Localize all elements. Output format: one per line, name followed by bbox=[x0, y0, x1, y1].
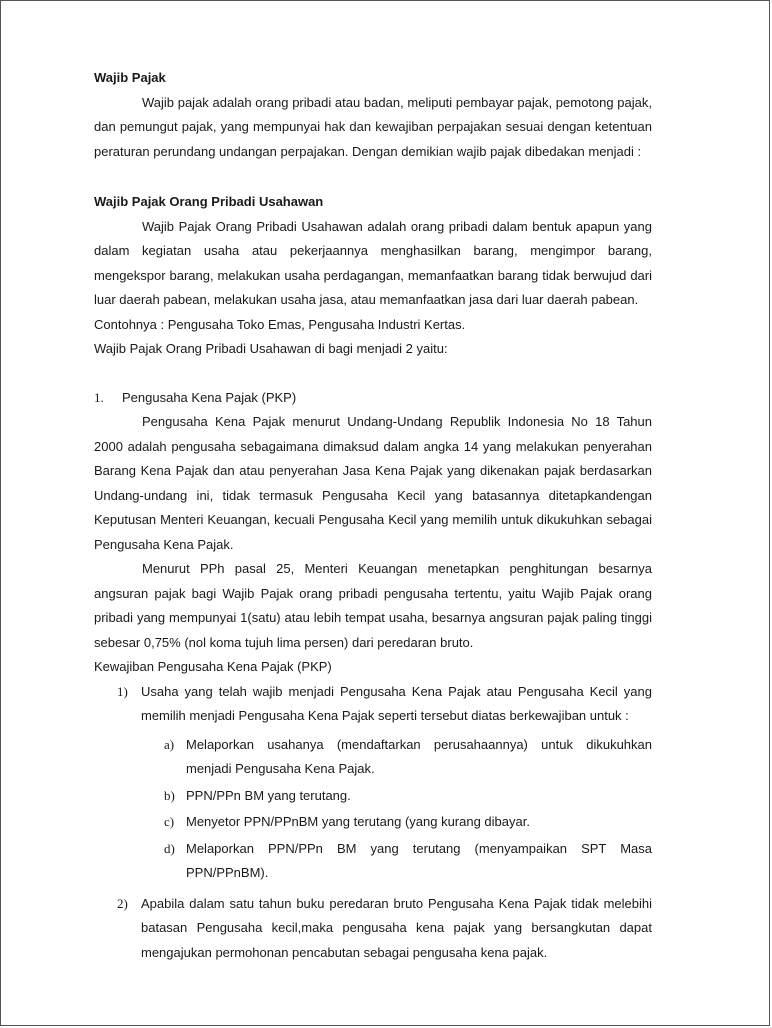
document-body bbox=[94, 66, 652, 969]
paragraph-pph-pasal-25: Menurut PPh pasal 25, Menteri Keuangan menetapkan penghitungan besarnya angsuran pajak bagi Wajib Pajak orang pribadi pengusaha tertentu, yaitu Wajib Pajak orang pribadi yang mempunyai 1(satu) atau lebih tempat usaha, besarnya angsuran pajak paling tinggi sebesar 0,75% (nol koma tujuh lima persen) dari peredaran bruto. bbox=[94, 561, 652, 650]
list-marker: d) bbox=[164, 840, 175, 856]
list-marker: 1. bbox=[94, 389, 104, 405]
list-item-text: Apabila dalam satu tahun buku peredaran bruto Pengusaha Kena Pajak tidak melebihi batasan Pengusaha kecil,maka pengusaha kena pajak yang bersangkutan dapat mengajukan permohonan pencabutan sebagai pengusaha kena pajak. bbox=[141, 895, 652, 960]
sublist-item-text: Melaporkan usahanya (mendaftarkan perusahaannya) untuk dikukuhkan menjadi Pengusaha Kena Pajak. bbox=[186, 736, 652, 776]
section-heading-orang-pribadi-usahawan: Wajib Pajak Orang Pribadi Usahawan bbox=[94, 194, 324, 209]
paragraph-contoh: Contohnya : Pengusaha Toko Emas, Pengusaha Industri Kertas. bbox=[94, 316, 466, 332]
kewajiban-list bbox=[94, 680, 652, 966]
sublist-item-text: Melaporkan PPN/PPn BM yang terutang (menyampaikan SPT Masa PPN/PPnBM). bbox=[186, 840, 652, 880]
list-marker: c) bbox=[164, 814, 175, 829]
kewajiban-sublist bbox=[94, 733, 652, 886]
list-item-pkp-title bbox=[94, 386, 652, 411]
paragraph-wajib-pajak-definition: Wajib pajak adalah orang pribadi atau badan, meliputi pembayar pajak, pemotong pajak, dan pemungut pajak, yang mempunyai hak dan kewajiban perpajakan sesuai dengan ketentuan peraturan perundang undangan perpajakan. Dengan demikian wajib pajak dibedakan menjadi : bbox=[94, 94, 652, 159]
list-item bbox=[94, 680, 652, 729]
sublist-item bbox=[94, 733, 652, 782]
sublist-item-text: Menyetor PPN/PPnBM yang terutang (yang kurang dibayar. bbox=[186, 814, 530, 829]
kewajiban-heading: Kewajiban Pengusaha Kena Pajak (PKP) bbox=[94, 659, 332, 674]
list-item bbox=[94, 892, 652, 966]
sublist-item bbox=[94, 810, 652, 835]
list-marker: 1) bbox=[117, 683, 128, 699]
sublist-item bbox=[94, 837, 652, 886]
section-heading-wajib-pajak: Wajib Pajak bbox=[94, 70, 166, 85]
sublist-item bbox=[94, 784, 652, 809]
paragraph-dibagi: Wajib Pajak Orang Pribadi Usahawan di bagi menjadi 2 yaitu: bbox=[94, 341, 448, 356]
paragraph-usahawan-definition: Wajib Pajak Orang Pribadi Usahawan adalah orang pribadi dalam bentuk apapun yang dalam kegiatan usaha atau pekerjaannya menghasilkan barang, mengimpor barang, mengekspor barang, melakukan usaha perdagangan, memanfaatkan barang tidak berwujud dari luar daerah pabean, melakukan usaha jasa, atau memanfaatkan jasa dari luar daerah pabean. bbox=[94, 218, 652, 307]
list-item-text: Usaha yang telah wajib menjadi Pengusaha Kena Pajak atau Pengusaha Kecil yang memilih menjadi Pengusaha Kena Pajak seperti tersebut diatas berkewajiban untuk : bbox=[141, 683, 652, 723]
list-marker: b) bbox=[164, 787, 175, 803]
paragraph-pkp-definition: Pengusaha Kena Pajak menurut Undang-Undang Republik Indonesia No 18 Tahun 2000 adalah pengusaha sebagaimana dimaksud dalam angka 14 yang melakukan penyerahan Barang Kena Pajak dan atau penyerahan Jasa Kena Pajak yang dikenakan pajak berdasarkan Undang-undang ini, tidak termasuk Pengusaha Kecil yang batasannya ditetapkandengan Keputusan Menteri Keuangan, kecuali Pengusaha Kecil yang memilih untuk dikukuhkan sebagai Pengusaha Kena Pajak. bbox=[94, 414, 652, 552]
sublist-item-text: PPN/PPn BM yang terutang. bbox=[186, 787, 351, 803]
list-marker: a) bbox=[164, 736, 175, 752]
list-marker: 2) bbox=[117, 895, 128, 911]
pkp-title: Pengusaha Kena Pajak (PKP) bbox=[122, 389, 297, 405]
